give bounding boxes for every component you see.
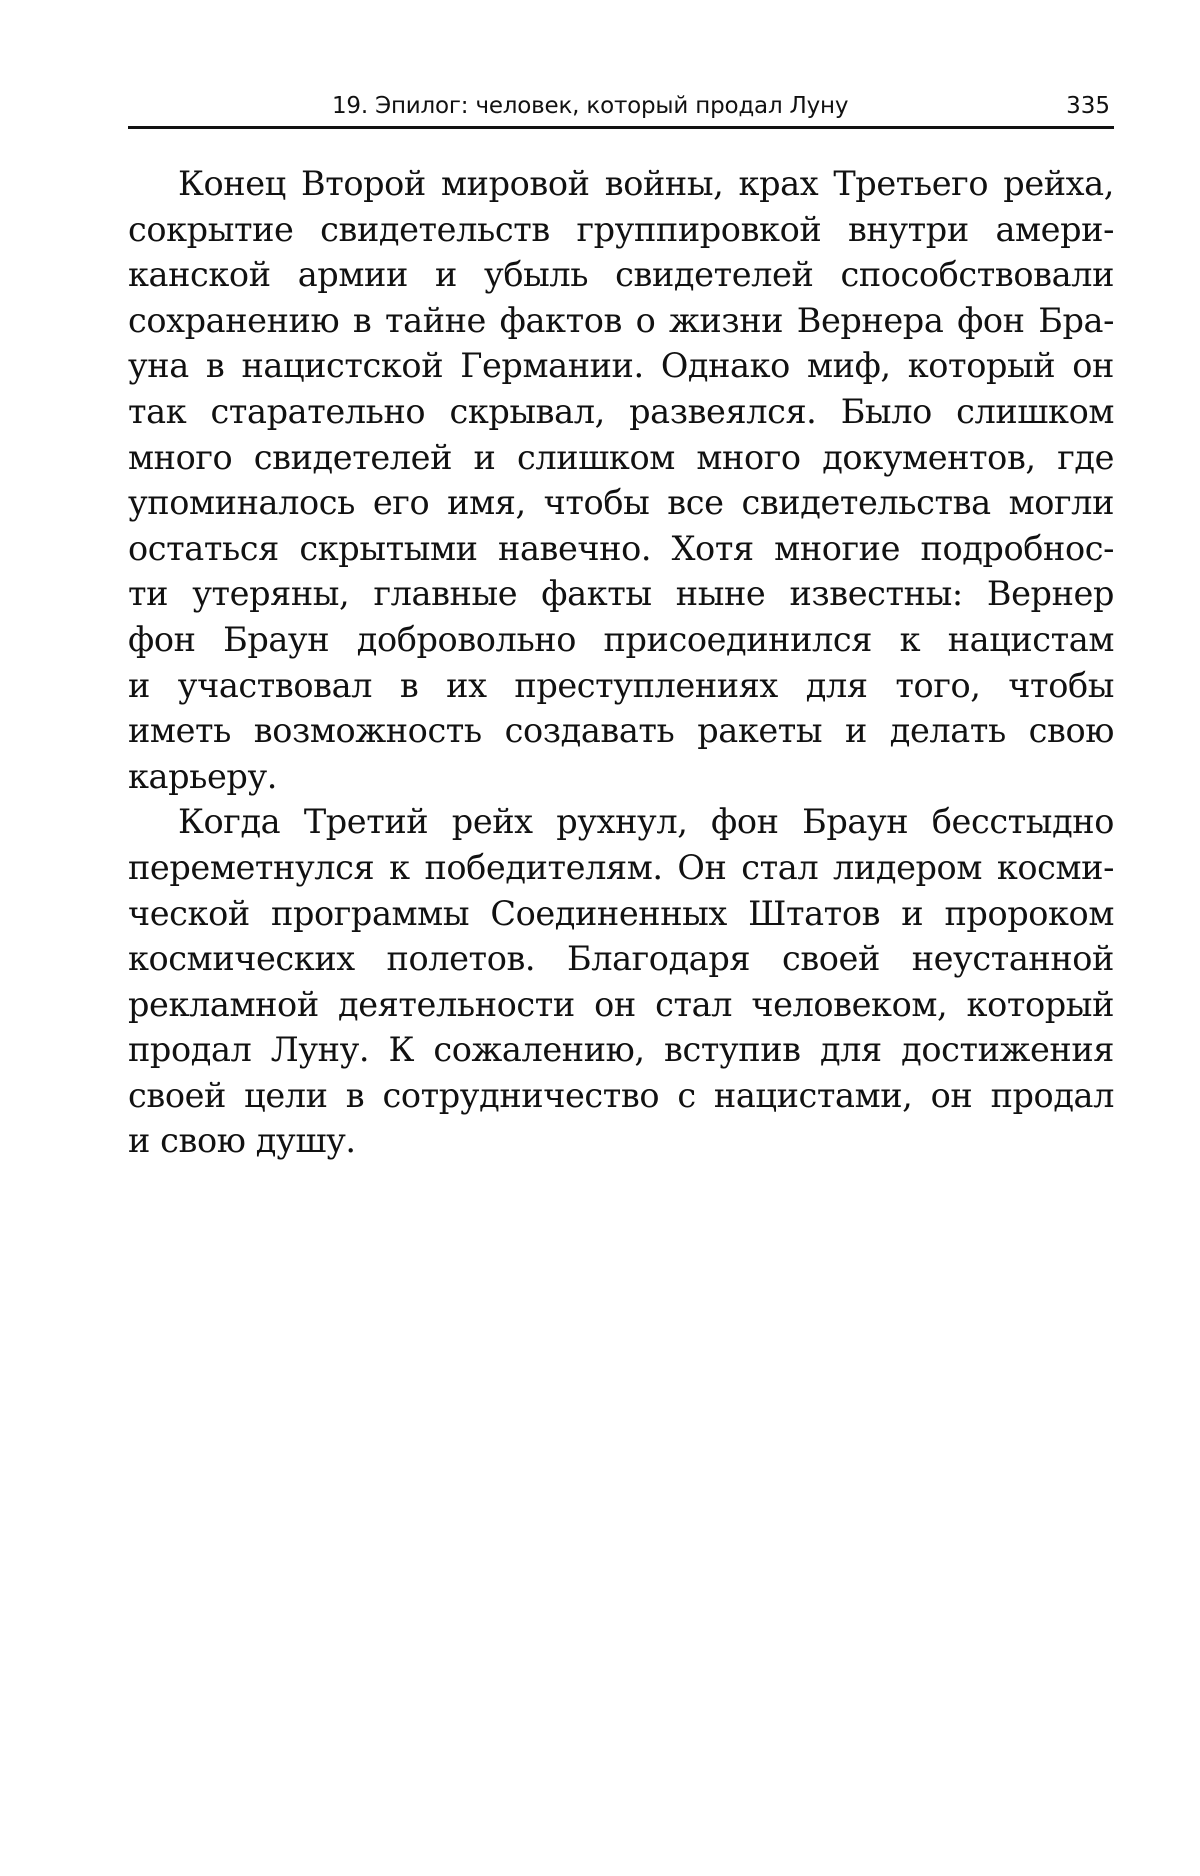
body-text — [128, 161, 1114, 1164]
text-line: своей цели в сотрудничество с нацистами, он продал — [128, 1075, 1114, 1115]
text-line: карьеру. — [128, 756, 278, 796]
text-line: переметнулся к победителям. Он стал лидером косми- — [128, 847, 1114, 887]
text-line: упоминалось его имя, чтобы все свидетельства могли — [128, 483, 1114, 523]
text-line: фон Браун добровольно присоединился к нацистам — [128, 619, 1114, 659]
text-line: сокрытие свидетельств группировкой внутри амери- — [128, 209, 1114, 249]
text-line: канской армии и убыль свидетелей способствовали — [128, 255, 1114, 295]
chapter-title: 19. Эпилог: человек, который продал Луну — [332, 93, 849, 119]
text-line: продал Луну. К сожалению, вступив для достижения — [128, 1030, 1114, 1070]
running-header — [128, 86, 1114, 129]
text-line: космических полетов. Благодаря своей неустанной — [128, 939, 1114, 979]
text-line: и свою душу. — [128, 1121, 356, 1161]
text-line: рекламной деятельности он стал человеком, который — [128, 984, 1114, 1024]
text-line: так старательно скрывал, развеялся. Было слишком — [128, 391, 1114, 431]
paragraph-1 — [128, 161, 1114, 799]
text-line: ти утеряны, главные факты ныне известны: Вернер — [128, 574, 1114, 614]
paragraph-2 — [128, 799, 1114, 1164]
text-line: уна в нацистской Германии. Однако миф, который он — [128, 346, 1114, 386]
text-line: много свидетелей и слишком много документов, где — [128, 437, 1114, 477]
text-line: Когда Третий рейх рухнул, фон Браун бесстыдно — [178, 802, 1114, 842]
text-line: Конец Второй мировой войны, крах Третьего рейха, — [178, 164, 1114, 203]
text-line: сохранению в тайне фактов о жизни Вернера фон Бра- — [128, 300, 1114, 340]
text-line: и участвовал в их преступлениях для того, чтобы — [128, 665, 1114, 705]
text-line: остаться скрытыми навечно. Хотя многие подробнос- — [128, 528, 1114, 568]
page-number: 335 — [1066, 93, 1110, 119]
text-line: иметь возможность создавать ракеты и делать свою — [128, 711, 1114, 751]
text-line: ческой программы Соединенных Штатов и пророком — [128, 893, 1114, 933]
